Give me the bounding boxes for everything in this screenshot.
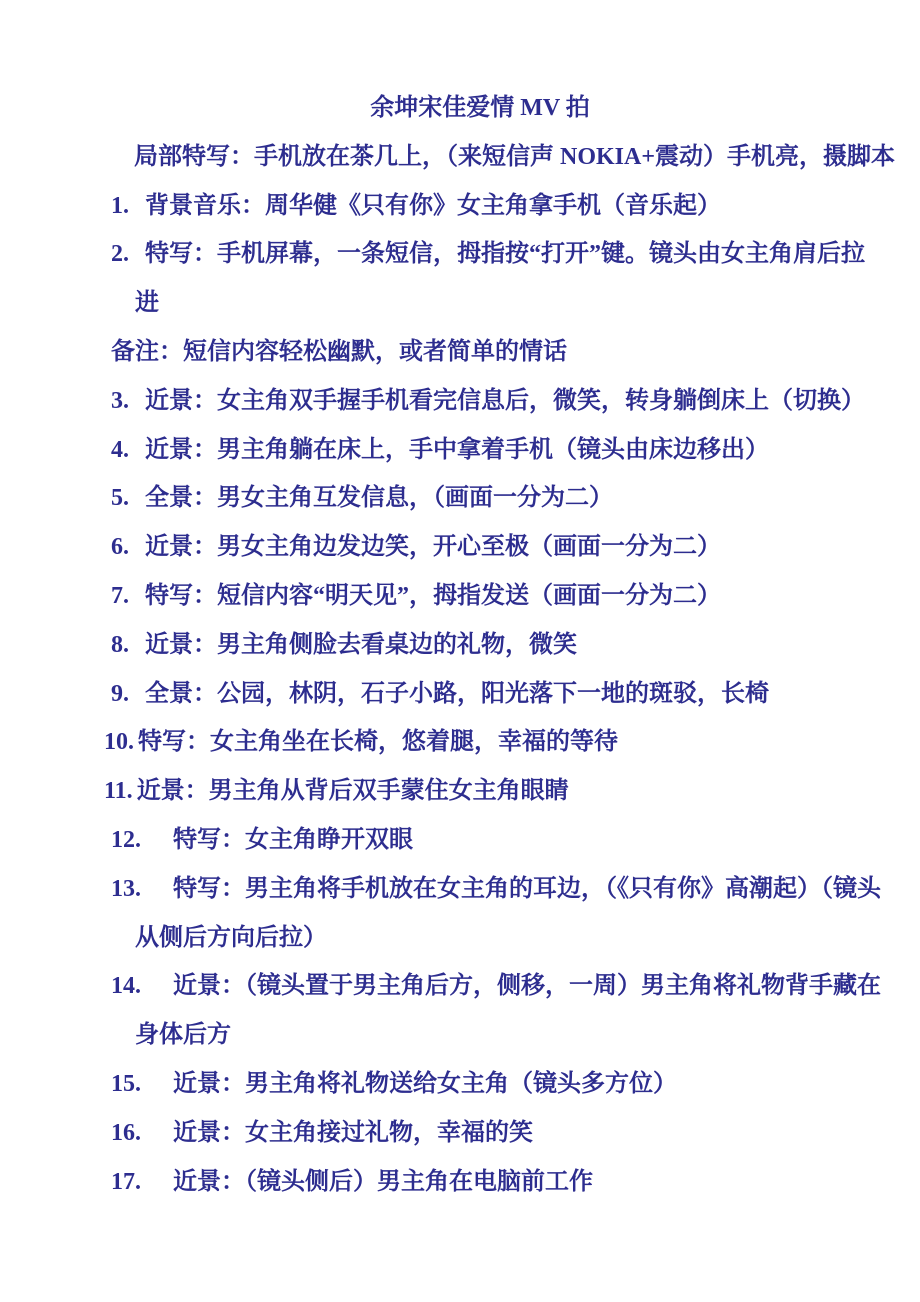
scene-item-16-text: 近景：女主角接过礼物，幸福的笑	[173, 1119, 533, 1146]
scene-item-16	[111, 1109, 825, 1158]
scene-item-5-text: 全景：男女主角互发信息，（画面一分为二）	[145, 485, 613, 512]
scene-item-1	[111, 182, 825, 231]
scene-item-14	[111, 962, 881, 1011]
scene-item-10-number: 10.	[104, 729, 134, 756]
scene-item-4-number: 4.	[111, 436, 129, 463]
scene-item-8-text: 近景：男主角侧脸去看桌边的礼物，微笑	[145, 631, 577, 658]
scene-item-13-number: 13.	[111, 875, 141, 902]
scene-item-2-number: 2.	[111, 241, 129, 268]
intro-line	[134, 133, 896, 182]
scene-item-12	[111, 816, 825, 865]
scene-item-7	[111, 572, 825, 621]
scene-item-4-text: 近景：男主角躺在床上，手中拿着手机（镜头由床边移出）	[145, 436, 769, 463]
scene-item-2-text: 特写：手机屏幕，一条短信，拇指按“打开”键。镜头由女主角肩后拉	[145, 241, 865, 268]
scene-item-15-number: 15.	[111, 1070, 141, 1097]
document-title: 余坤宋佳爱情 MV 拍	[370, 95, 590, 121]
scene-item-3-number: 3.	[111, 387, 129, 414]
note-line	[111, 328, 825, 377]
scene-item-13-text: 特写：男主角将手机放在女主角的耳边，（《只有你》高潮起）（镜头	[173, 875, 881, 902]
scene-item-16-number: 16.	[111, 1119, 141, 1146]
scene-item-7-number: 7.	[111, 582, 129, 609]
scene-item-17	[111, 1158, 825, 1207]
scene-item-4	[111, 426, 825, 475]
scene-item-5-number: 5.	[111, 485, 129, 512]
scene-item-6-number: 6.	[111, 534, 129, 561]
scene-item-8-number: 8.	[111, 631, 129, 658]
scene-item-9	[111, 670, 825, 719]
scene-item-12-text: 特写：女主角睁开双眼	[173, 826, 413, 853]
scene-item-3-text: 近景：女主角双手握手机看完信息后，微笑，转身躺倒床上（切换）	[145, 387, 865, 414]
scene-item-10	[104, 718, 825, 767]
scene-item-13-continuation: 从侧后方向后拉）	[135, 924, 327, 951]
note-text: 备注：短信内容轻松幽默，或者简单的情话	[111, 338, 567, 365]
scene-item-9-text: 全景：公园，林阴，石子小路，阳光落下一地的斑驳，长椅	[145, 680, 769, 707]
scene-item-2-continuation: 进	[135, 290, 159, 317]
scene-item-14-text: 近景：（镜头置于男主角后方，侧移，一周）男主角将礼物背手藏在	[173, 973, 881, 1000]
scene-item-6-text: 近景：男女主角边发边笑，开心至极（画面一分为二）	[145, 534, 721, 561]
scene-item-6	[111, 523, 825, 572]
intro-text: 局部特写：手机放在茶几上，（来短信声 NOKIA+震动）手机亮，摄脚本	[134, 143, 896, 170]
scene-item-8	[111, 621, 825, 670]
scene-item-3	[111, 377, 865, 426]
scene-item-5	[111, 474, 825, 523]
scene-item-11-text: 近景：男主角从背后双手蒙住女主角眼睛	[136, 778, 569, 805]
scene-item-1-number: 1.	[111, 192, 129, 219]
scene-item-9-number: 9.	[111, 680, 129, 707]
scene-item-12-number: 12.	[111, 826, 141, 853]
scene-item-13	[111, 865, 881, 914]
scene-item-1-text: 背景音乐：周华健《只有你》女主角拿手机（音乐起）	[145, 192, 721, 219]
scene-item-17-number: 17.	[111, 1168, 141, 1195]
scene-item-10-text: 特写：女主角坐在长椅，悠着腿，幸福的等待	[138, 729, 618, 756]
scene-item-17-text: 近景：（镜头侧后）男主角在电脑前工作	[173, 1168, 593, 1195]
scene-item-11-number: 11.	[104, 778, 133, 805]
scene-item-11	[104, 767, 825, 816]
scene-item-14-number: 14.	[111, 973, 141, 1000]
scene-item-2	[111, 230, 865, 279]
scene-item-15-text: 近景：男主角将礼物送给女主角（镜头多方位）	[173, 1070, 677, 1097]
scene-item-7-text: 特写：短信内容“明天见”，拇指发送（画面一分为二）	[145, 582, 721, 609]
scene-item-14-continuation: 身体后方	[135, 1022, 231, 1049]
scene-item-15	[111, 1060, 825, 1109]
